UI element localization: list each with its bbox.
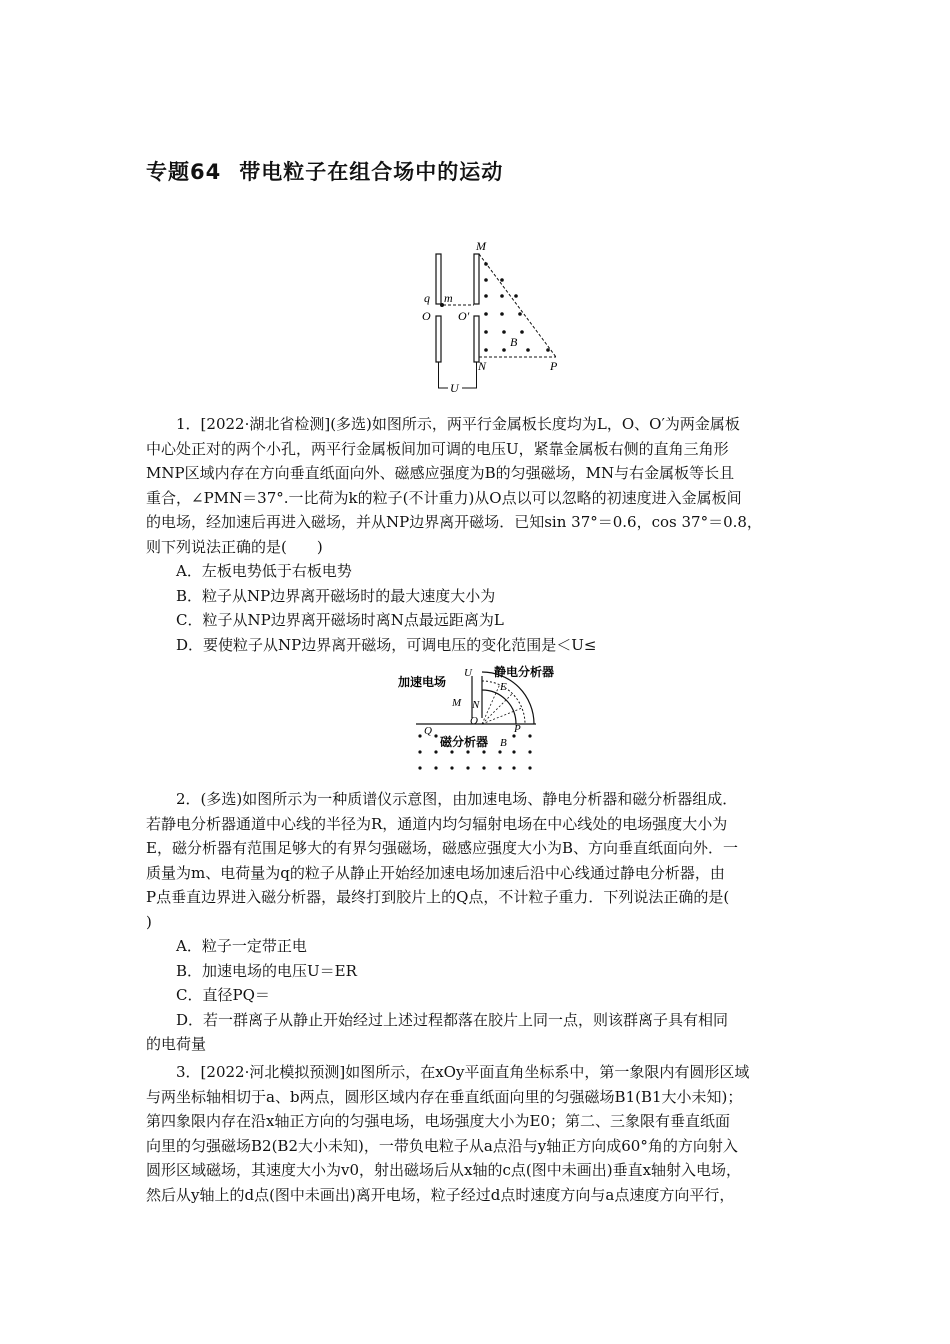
q3-line: 然后从y轴上的d点(图中未画出)离开电场，粒子经过d点时速度方向与a点速度方向平行，: [146, 1185, 735, 1204]
question-1: [146, 412, 808, 657]
q2-line: 2．(多选)如图所示为一种质谱仪示意图，由加速电场、静电分析器和磁分析器组成．: [176, 790, 738, 808]
q2-line: 质量为m、电荷量为q的粒子从静止开始经加速电场加速后沿中心线通过静电分析器，由: [146, 863, 725, 882]
q1-line: 的电场，经加速后再进入磁场，并从NP边界离开磁场．已知sin 37°＝0.6，cos 37°＝0.8，: [146, 513, 762, 531]
q1-line: 中心处正对的两个小孔，两平行金属板间加可调的电压U，紧靠金属板右侧的直角三角形: [146, 439, 729, 458]
label-O: O: [470, 715, 478, 727]
label-magnetic-analyzer: 磁分析器: [440, 735, 489, 749]
label-accel-field: 加速电场: [398, 675, 447, 689]
label-M: M: [452, 697, 462, 709]
q1-option-a: A．左板电势低于右板电势: [176, 562, 352, 580]
q3-line: 圆形区域磁场，其速度大小为v0，射出磁场后从x轴的c点(图中未画出)垂直x轴射入电场，: [146, 1161, 742, 1179]
right-plate-lower: [474, 316, 479, 362]
label-N: N: [472, 699, 480, 711]
label-U: U: [464, 667, 472, 679]
q2-option-d-continued: 的电荷量: [146, 1035, 207, 1053]
label-B: B: [510, 335, 518, 349]
label-M: M: [476, 239, 486, 253]
left-plate-lower: [436, 316, 441, 362]
triangle-hypotenuse: [479, 254, 556, 357]
label-m: m: [444, 291, 453, 305]
q3-line: 向里的匀强磁场B2(B2大小未知)，一带负电粒子从a点沿与y轴正方向成60°角的方向射入: [146, 1136, 738, 1155]
label-P: P: [514, 723, 521, 735]
figure-2-mass-spectrometer: [396, 662, 566, 780]
label-O-prime: O′: [458, 309, 470, 323]
label-P: P: [550, 359, 558, 373]
q2-line: ): [146, 912, 152, 931]
radius-line: [482, 694, 512, 724]
q1-option-c: C．粒子从NP边界离开磁场时离N点最远距离为L: [176, 611, 504, 629]
label-U: U: [450, 381, 459, 395]
left-plate-upper: [436, 254, 441, 304]
q1-option-b: B．粒子从NP边界离开磁场时的最大速度大小为: [176, 586, 496, 605]
label-Q: Q: [424, 725, 432, 737]
q1-line: MNP区域内存在方向垂直纸面向外、磁感应强度为B的匀强磁场，MN与右金属板等长且: [146, 464, 735, 482]
right-plate-upper: [474, 254, 479, 304]
q1-option-d: D．要使粒子从NP边界离开磁场，可调电压的变化范围是＜U≤: [176, 635, 597, 654]
label-E: E: [500, 681, 507, 693]
label-B: B: [500, 737, 507, 749]
q2-option-c: C．直径PQ＝: [176, 986, 270, 1004]
q3-line: 与两坐标轴相切于a、b两点，圆形区域内存在垂直纸面向里的匀强磁场B1(B1大小未知)；: [146, 1087, 743, 1106]
q2-option-b: B．加速电场的电压U＝ER: [176, 961, 357, 980]
q2-line: E，磁分析器有范围足够大的有界匀强磁场，磁感应强度大小为B、方向垂直纸面向外．一: [146, 839, 738, 857]
q1-line: 1．[2022·湖北省检测](多选)如图所示，两平行金属板长度均为L，O、O′为两金属板: [176, 415, 740, 433]
q2-option-d: D．若一群离子从静止开始经过上述过程都落在胶片上同一点，则该群离子具有相同: [176, 1010, 729, 1029]
q3-line: 第四象限内存在沿x轴正方向的匀强电场，电场强度大小为E0；第二、三象限有垂直纸面: [146, 1112, 730, 1130]
topic-title: 带电粒子在组合场中的运动: [239, 160, 504, 184]
label-q: q: [424, 291, 430, 305]
figure-1-plates-diagram: [410, 236, 580, 396]
q1-line: 则下列说法正确的是( ): [146, 537, 323, 556]
q1-line: 重合，∠PMN＝37°.一比荷为k的粒子(不计重力)从O点以可以忽略的初速度进入金属板间: [146, 488, 742, 507]
q2-option-a: A．粒子一定带正电: [176, 937, 307, 955]
page-title: [146, 156, 503, 186]
question-3: [146, 1060, 808, 1207]
question-2: [146, 787, 808, 1057]
label-static-analyzer: 静电分析器: [494, 665, 555, 679]
q2-line: P点垂直边界进入磁分析器，最终打到胶片上的Q点，不计粒子重力．下列说法正确的是(: [146, 888, 730, 906]
topic-number: 专题64: [146, 160, 222, 184]
label-O: O: [422, 309, 431, 323]
label-N: N: [478, 359, 487, 373]
q2-line: 若静电分析器通道中心线的半径为R，通道内均匀辐射电场在中心线处的电场强度大小为: [146, 814, 728, 833]
q3-line: 3．[2022·河北模拟预测]如图所示，在xOy平面直角坐标系中，第一象限内有圆形区域: [176, 1063, 750, 1081]
